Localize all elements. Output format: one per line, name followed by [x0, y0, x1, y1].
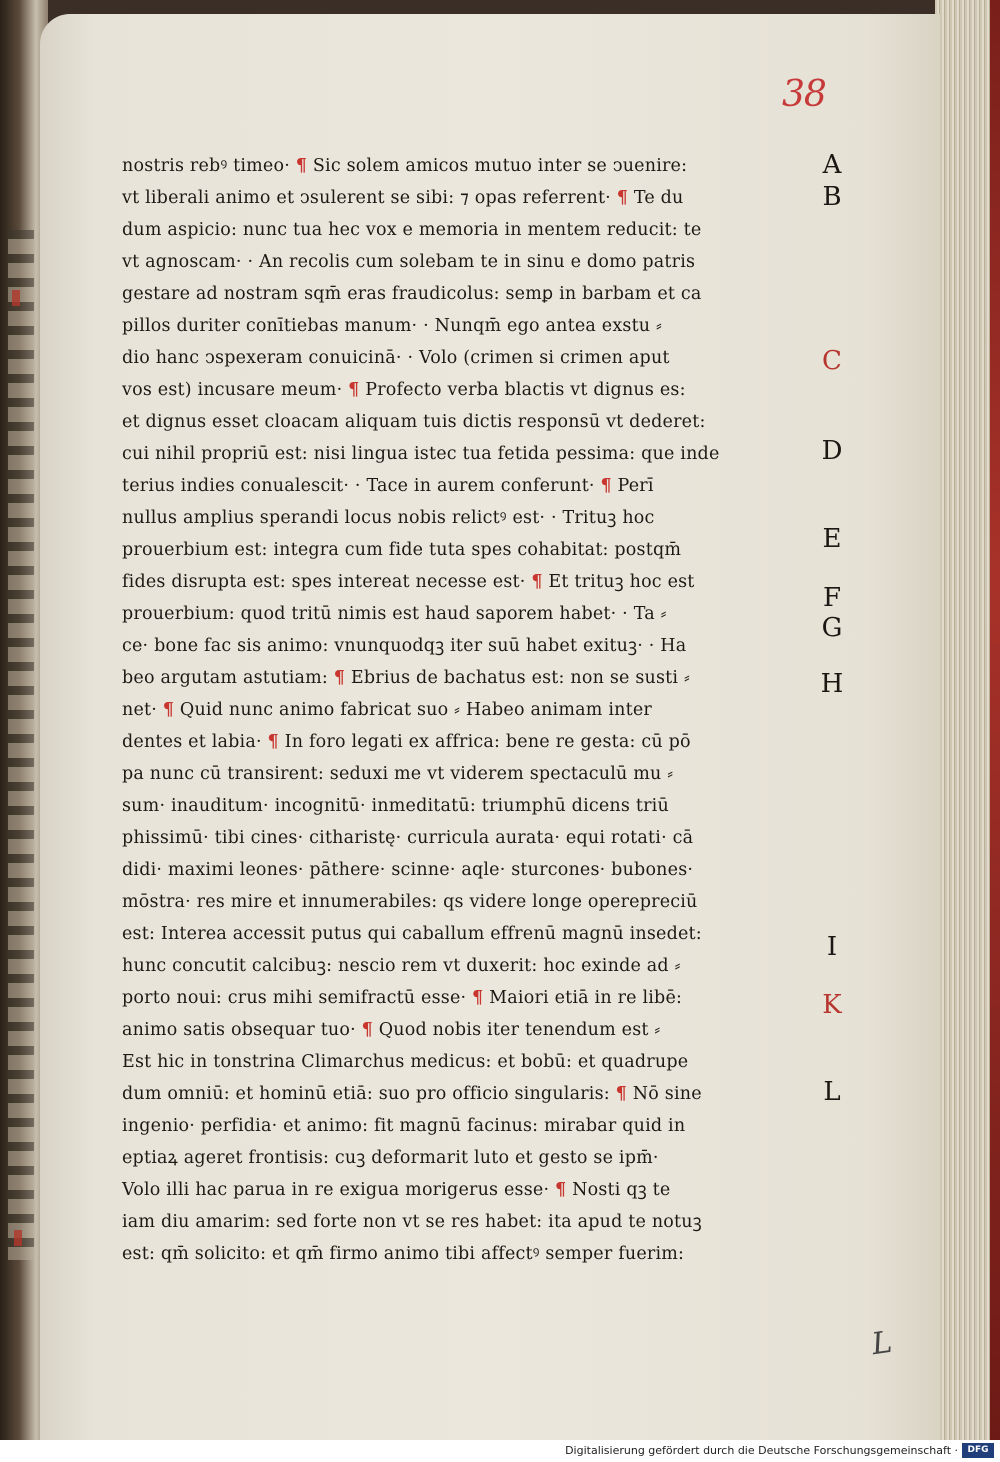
text-line: prouerbium: quod tritū nimis est haud saporem habet· · Ta ⸗: [122, 604, 667, 624]
rubric-paragraph-mark: ¶: [361, 1020, 373, 1040]
text-line: pillos duriter conītiebas manum· · Nunqm̄ ego antea exstu ⸗: [122, 316, 663, 336]
text-line: dum aspicio: nunc tua hec vox e memoria in mentem reducit: te: [122, 220, 702, 240]
text-line: ce· bone fac sis animo: vnunquodqꝫ iter suū habet exituꝫ· · Ha: [122, 636, 687, 656]
text-line: cui nihil propriū est: nisi lingua istec tua fetida pessima: que inde: [122, 444, 720, 464]
folio-number: 38: [782, 74, 826, 115]
rubric-paragraph-mark: ¶: [555, 1180, 567, 1200]
text-line: vt agnoscam· · An recolis cum solebam te in sinu e domo patris: [122, 252, 696, 272]
text-block: [122, 150, 802, 1270]
binding-edge: [990, 0, 1000, 1440]
text-line: didi· maximi leones· pāthere· scinne· aqle· sturcones· bubones·: [122, 860, 694, 880]
rubric-paragraph-mark: ¶: [531, 572, 543, 592]
rubric-paragraph-mark: ¶: [267, 732, 279, 752]
funding-credit: Digitalisierung gefördert durch die Deutsche Forschungsgemeinschaft ·: [565, 1444, 958, 1457]
text-line: gestare ad nostram sqm̄ eras fraudicolus: semꝑ in barbam et ca: [122, 284, 702, 304]
text-line: ingenio· perfidia· et animo: fit magnū facinus: mirabar quid in: [122, 1116, 686, 1136]
text-line: terius indies conualescit· · Tace in aurem conferunt· ¶ Perī: [122, 476, 654, 496]
text-line: sum· inauditum· incognitū· inmeditatū: triumphū dicens triū: [122, 796, 669, 816]
facing-page-text-fragment: [8, 230, 34, 1260]
margin-letter-b: B: [822, 182, 842, 212]
rubric-paragraph-mark: ¶: [162, 700, 175, 720]
text-line: dentes et labia· ¶ In foro legati ex affrica: bene re gesta: cū pō: [122, 732, 691, 752]
text-line: vos est) incusare meum· ¶ Profecto verba blactis vt dignus es:: [122, 380, 686, 400]
text-line: net· ¶ Quid nunc animo fabricat suo ⸗ Habeo animam inter: [122, 700, 652, 720]
margin-letter-i: I: [826, 932, 838, 962]
text-line: fides disrupta est: spes intereat necesse est· ¶ Et trituꝫ hoc est: [122, 572, 695, 592]
text-line: mōstra· res mire et innumerabiles: qs videre longe operepreciū: [122, 892, 698, 912]
text-line: beo argutam astutiam: ¶ Ebrius de bachatus est: non se susti ⸗: [122, 668, 690, 688]
text-line: prouerbium est: integra cum fide tuta spes cohabitat: postqm̄: [122, 540, 682, 560]
dfg-logo: DFG: [962, 1443, 994, 1458]
margin-letter-g: G: [821, 613, 843, 643]
rubric-paragraph-mark: ¶: [295, 156, 308, 176]
rubric-paragraph-mark: ¶: [615, 1084, 627, 1104]
margin-letter-e: E: [822, 524, 842, 554]
text-line: est: Interea accessit putus qui caballum effrenū magnū insedet:: [122, 924, 702, 944]
margin-letter-k: K: [822, 990, 842, 1020]
margin-letter-f: F: [822, 583, 842, 613]
facing-page-rubric-mark: [14, 1230, 22, 1246]
text-line: dum omniū: et hominū etiā: suo pro officio singularis: ¶ Nō sine: [122, 1084, 702, 1104]
margin-letter-c: C: [822, 346, 842, 376]
text-line: porto noui: crus mihi semifractū esse· ¶ Maiori etiā in re libē:: [122, 988, 683, 1008]
rubric-paragraph-mark: ¶: [348, 380, 360, 400]
text-line: Volo illi hac parua in re exigua morigerus esse· ¶ Nosti qꝫ te: [122, 1180, 671, 1200]
text-line: phissimū· tibi cines· citharistę· curricula aurata· equi rotati· cā: [122, 828, 694, 848]
rubric-paragraph-mark: ¶: [333, 668, 346, 688]
text-line: iam diu amarim: sed forte non vt se res habet: ita apud te notuꝫ: [122, 1212, 702, 1232]
margin-letter-h: H: [820, 669, 844, 699]
pencil-mark: L: [869, 1324, 895, 1363]
text-line: eptiaꝝ ageret frontisis: cuꝫ deformarit luto et gesto se ipm̄·: [122, 1148, 659, 1168]
rubric-paragraph-mark: ¶: [600, 476, 612, 496]
text-line: est: qm̄ solicito: et qm̄ firmo animo tibi affectꝰ semper fuerim:: [122, 1244, 685, 1264]
text-line: pa nunc cū transirent: seduxi me vt viderem spectaculū mu ⸗: [122, 764, 674, 784]
text-line: animo satis obsequar tuo· ¶ Quod nobis iter tenendum est ⸗: [122, 1020, 661, 1040]
footer-bar: [0, 1440, 1000, 1462]
margin-letter-d: D: [821, 436, 843, 466]
text-line: nostris rebꝰ timeo· ¶ Sic solem amicos mutuo inter se ↄuenire:: [122, 156, 688, 176]
margin-letter-l: L: [823, 1077, 841, 1107]
margin-letter-a: A: [822, 150, 842, 180]
text-line: nullus amplius sperandi locus nobis relictꝰ est· · Trituꝫ hoc: [122, 508, 655, 528]
text-line: Est hic in tonstrina Climarchus medicus: et bobū: et quadrupe: [122, 1052, 689, 1072]
rubric-paragraph-mark: ¶: [616, 188, 629, 208]
facing-page-rubric-mark: [12, 290, 20, 306]
text-line: hunc concutit calcibuꝫ: nescio rem vt duxerit: hoc exinde ad ⸗: [122, 956, 681, 976]
text-line: vt liberali animo et ↄsulerent se sibi: ⁊ opas referrent· ¶ Te du: [122, 188, 684, 208]
text-line: et dignus esset cloacam aliquam tuis dictis responsū vt dederet:: [122, 412, 706, 432]
text-line: dio hanc ↄspexeram conuicinā· · Volo (crimen si crimen aput: [122, 348, 670, 368]
rubric-paragraph-mark: ¶: [472, 988, 484, 1008]
